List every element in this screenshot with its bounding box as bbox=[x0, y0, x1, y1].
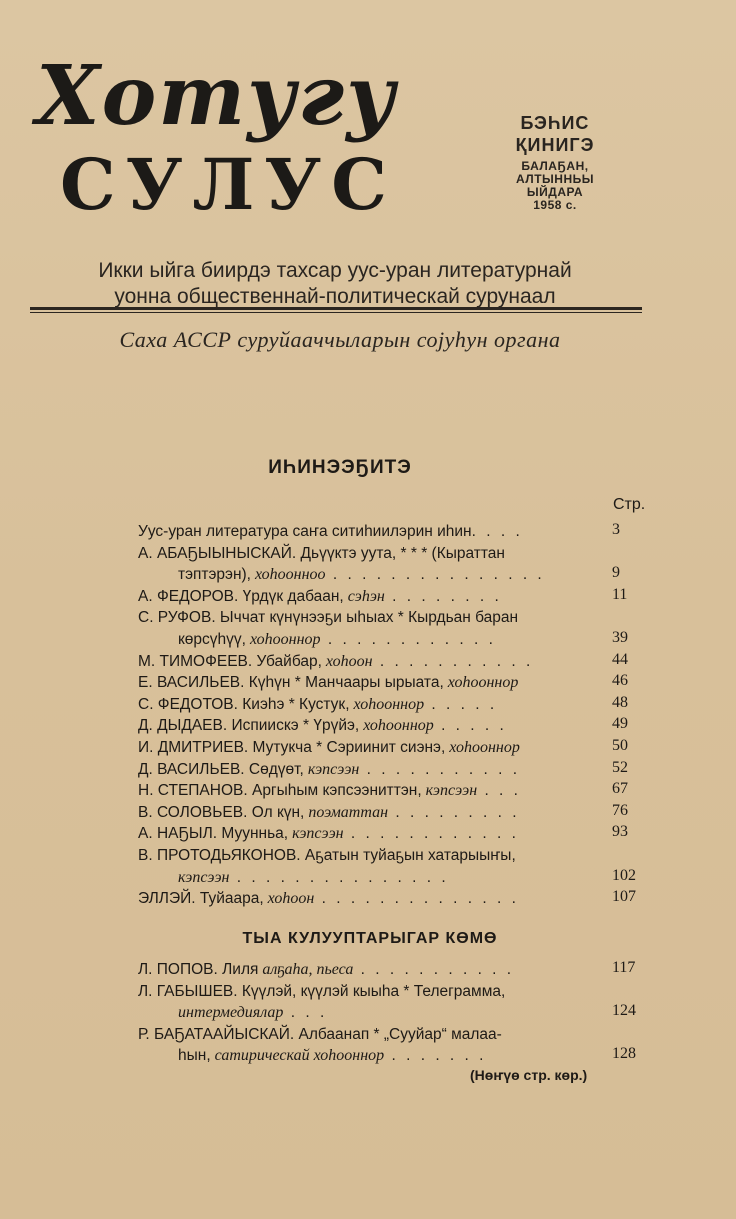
subtitle-line-1: Икки ыйга биирдэ тахсар уус-уран литературнай bbox=[98, 259, 572, 282]
entry-title: Лиля bbox=[217, 961, 259, 978]
entry-page-number: 9 bbox=[612, 564, 620, 582]
magazine-subtitle bbox=[40, 258, 630, 310]
entry-genre: кэпсээн bbox=[178, 868, 230, 886]
toc-entry bbox=[178, 629, 608, 651]
toc-entry bbox=[178, 564, 608, 586]
entry-author: И. ДМИТРИЕВ. bbox=[138, 739, 249, 756]
issue-date-line1: БАЛАҔАН, bbox=[521, 159, 589, 173]
toc-entry bbox=[138, 586, 608, 608]
issue-date-line2: АЛТЫННЬЫ bbox=[515, 172, 594, 186]
entry-title: Үрдүк дабаан, bbox=[238, 587, 344, 605]
entry-title: Мутукча * Сэриинит сиэнэ, bbox=[248, 739, 446, 756]
entry-page-number: 128 bbox=[612, 1045, 636, 1063]
section-heading: ТЫА КУЛУУПТАРЫГАР КӨМӨ bbox=[242, 930, 498, 947]
entry-page-number: 49 bbox=[612, 715, 628, 733]
entry-author: В. ПРОТОДЬЯКОНОВ. bbox=[138, 847, 301, 864]
entry-page-number: 124 bbox=[612, 1002, 636, 1020]
entry-genre: хоһооннор bbox=[245, 631, 321, 648]
entry-title: көрсүһүү, bbox=[178, 631, 246, 648]
toc-entry bbox=[138, 672, 608, 694]
entry-genre: сатирическай хоһооннор bbox=[210, 1047, 385, 1065]
entry-leader-dots: . . . . . bbox=[433, 717, 507, 735]
entry-page-number: 48 bbox=[612, 693, 628, 711]
entry-author: Л. ГАБЫШЕВ. bbox=[138, 982, 238, 1000]
entry-page-number: 50 bbox=[612, 737, 628, 754]
toc-entry bbox=[138, 981, 608, 1003]
entry-leader-dots: . . . . . . . bbox=[384, 1047, 487, 1065]
toc-entry bbox=[138, 845, 608, 867]
toc-entry bbox=[178, 1002, 608, 1024]
toc-entry bbox=[178, 867, 608, 889]
edition-book-label: ҚИНИГЭ bbox=[515, 135, 595, 155]
entry-title: Ыччат күнүнээҕи ыһыах * Кырдьан баран bbox=[215, 609, 519, 627]
entry-page-number: 39 bbox=[612, 629, 628, 646]
toc-entry bbox=[138, 888, 608, 910]
toc-entry bbox=[138, 651, 608, 673]
entry-author: Д. ВАСИЛЬЕВ. bbox=[138, 760, 245, 778]
entry-leader-dots: . . . . . . . . . . . . . . bbox=[314, 890, 519, 908]
entry-genre: кэпсээн bbox=[288, 825, 344, 843]
entry-genre: хоһоонноо bbox=[250, 566, 326, 584]
entry-leader-dots: . . . . . . . . . . . . . . . bbox=[229, 868, 449, 886]
toc-entry bbox=[138, 759, 608, 781]
entry-leader-dots: . . . . . . . . . bbox=[388, 803, 520, 821]
entry-title: һын, bbox=[178, 1047, 211, 1065]
entry-page-number: 52 bbox=[612, 758, 628, 776]
entry-title: тэптэрэн), bbox=[178, 566, 251, 584]
entry-leader-dots: . . . . . . . . . . . bbox=[359, 760, 521, 778]
entry-page-number: 67 bbox=[612, 780, 628, 798]
entry-genre: хоһооннор bbox=[443, 674, 519, 692]
entry-author: ЭЛЛЭЙ. bbox=[138, 890, 196, 908]
entry-genre: хоһоон bbox=[321, 652, 373, 670]
entry-page-number: 44 bbox=[612, 650, 628, 668]
edition-info bbox=[480, 112, 630, 212]
entry-author: А. НАҔЫЛ. bbox=[138, 825, 218, 843]
magazine-title-block: СУЛУС bbox=[60, 143, 397, 226]
entry-author: С. ФЕДОТОВ. bbox=[138, 695, 238, 713]
entry-title: Туйаара, bbox=[195, 890, 264, 908]
entry-leader-dots: . . . . . . . . bbox=[384, 587, 502, 605]
entry-author: Р. БАҔАТААЙЫСКАЙ. bbox=[138, 1025, 295, 1043]
issue-year: 1958 с. bbox=[533, 198, 577, 212]
entry-genre: хоһооннор bbox=[359, 717, 434, 735]
toc-entry bbox=[138, 521, 608, 543]
entry-page-number: 3 bbox=[612, 521, 620, 538]
entry-genre: интермедиялар bbox=[178, 1004, 284, 1022]
magazine-title-script: Хотугу bbox=[36, 48, 398, 144]
page-column-label: Стр. bbox=[613, 496, 646, 513]
entry-page-number: 107 bbox=[612, 888, 636, 906]
entry-genre: хоһоон bbox=[263, 890, 315, 908]
toc-heading: ИҺИНЭЭҔИТЭ bbox=[268, 457, 412, 478]
entry-title: Убайбар, bbox=[252, 652, 322, 670]
entry-leader-dots: . . . . . . . . . . . bbox=[372, 652, 534, 670]
entry-author: В. СОЛОВЬЕВ. bbox=[138, 803, 248, 821]
entry-author: С. РУФОВ. bbox=[138, 609, 216, 627]
toc-entry bbox=[138, 715, 608, 737]
toc-entry bbox=[138, 694, 608, 716]
entry-title: Дьүүктэ уута, * * * (Кыраттан bbox=[296, 544, 505, 562]
toc-entry bbox=[178, 1045, 608, 1067]
entry-genre: хоһооннор bbox=[349, 695, 425, 713]
entry-author: Н. СТЕПАНОВ. bbox=[138, 782, 248, 800]
toc-entry bbox=[138, 543, 608, 565]
entry-title: Аҕатын туйаҕын хатарыыҥы, bbox=[300, 847, 516, 864]
divider-thin bbox=[30, 312, 642, 313]
entry-title: Уус-уран литература саҥа ситиһиилэрин иһин bbox=[138, 523, 472, 540]
entry-title: Муунньа, bbox=[217, 825, 289, 843]
edition-number-label: БЭҺИС bbox=[520, 113, 590, 133]
toc-entry bbox=[138, 737, 608, 759]
entry-leader-dots: . . . bbox=[477, 782, 521, 800]
entry-leader-dots: . . . . bbox=[471, 523, 523, 540]
entry-leader-dots: . . . . . . . . . . . . bbox=[320, 631, 496, 648]
entry-genre: кэпсээн bbox=[303, 760, 360, 778]
entry-title: Сөдүөт, bbox=[244, 760, 304, 778]
entry-title: Киэһэ * Кустук, bbox=[237, 695, 350, 713]
entry-leader-dots: . . . . . bbox=[424, 695, 498, 713]
entry-author: А. АБАҔЫЫНЫСКАЙ. bbox=[138, 544, 297, 562]
entry-page-number: 76 bbox=[612, 801, 628, 819]
entry-page-number: 93 bbox=[612, 823, 628, 841]
entry-title: Аргыһым кэпсээниттэн, bbox=[247, 782, 422, 800]
entry-page-number: 11 bbox=[612, 585, 628, 603]
entry-genre: сэһэн bbox=[343, 587, 385, 605]
divider-thick bbox=[30, 307, 642, 310]
entry-title: Күһүн * Манчаары ырыата, bbox=[244, 674, 444, 692]
entry-author: А. ФЕДОРОВ. bbox=[138, 587, 239, 605]
entry-title: Күүлэй, күүлэй кыыһа * Телеграмма, bbox=[237, 982, 506, 1000]
subtitle-line-2: уонна общественнай-политическай сурунаал bbox=[114, 285, 556, 308]
entry-author: Е. ВАСИЛЬЕВ. bbox=[138, 674, 245, 692]
masthead bbox=[36, 48, 426, 226]
entry-genre: хоһооннор bbox=[445, 739, 520, 756]
toc-entry bbox=[138, 823, 608, 845]
toc-entry bbox=[138, 607, 608, 629]
continued-note: (Нөҥүө стр. көр.) bbox=[470, 1067, 588, 1083]
entry-author: Л. ПОПОВ. bbox=[138, 961, 218, 978]
entry-leader-dots: . . . . . . . . . . . bbox=[353, 961, 515, 978]
entry-leader-dots: . . . bbox=[283, 1004, 328, 1022]
entry-genre: алҕаһа, пьеса bbox=[258, 961, 354, 978]
toc-entry bbox=[138, 802, 608, 824]
entry-title: Албаанап * „Сууйар“ малаа- bbox=[294, 1025, 502, 1043]
entry-author: М. ТИМОФЕЕВ. bbox=[138, 652, 253, 670]
entry-leader-dots: . . . . . . . . . . . . bbox=[343, 825, 519, 843]
issue-date-line3: ЫЙДАРА bbox=[526, 185, 584, 199]
entry-author: Д. ДЫДАЕВ. bbox=[138, 717, 228, 735]
entry-genre: поэматтан bbox=[304, 803, 389, 821]
entry-page-number: 102 bbox=[612, 866, 636, 884]
toc-entry bbox=[138, 1024, 608, 1046]
organ-statement: Саха АССР суруйааччыларын сојуһун органа bbox=[119, 327, 561, 352]
entry-genre: кэпсээн bbox=[421, 782, 478, 800]
toc-entry bbox=[138, 959, 608, 981]
toc-entry bbox=[138, 780, 608, 802]
entry-title: Испиискэ * Үрүйэ, bbox=[227, 717, 360, 735]
entry-leader-dots: . . . . . . . . . . . . . . . bbox=[325, 566, 545, 584]
entry-page-number: 46 bbox=[612, 672, 628, 690]
entry-title: Ол күн, bbox=[247, 803, 305, 821]
entry-page-number: 117 bbox=[612, 959, 636, 976]
